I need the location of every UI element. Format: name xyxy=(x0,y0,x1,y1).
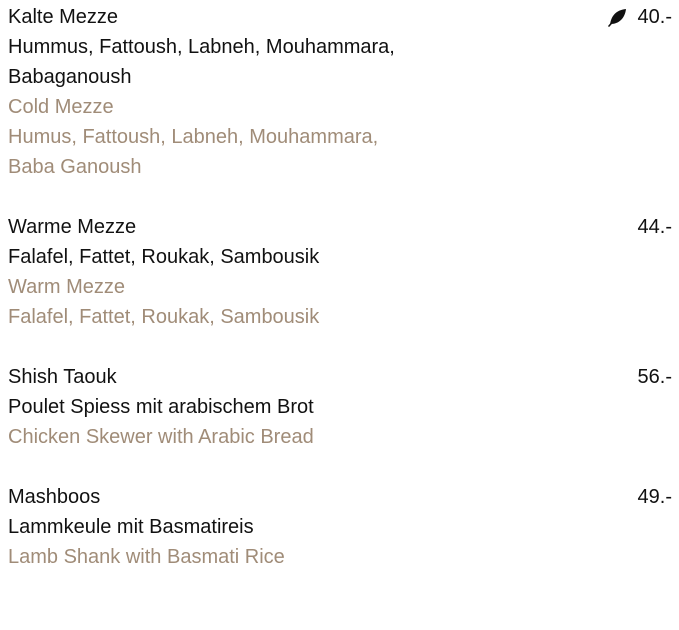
item-price: 49.- xyxy=(637,486,672,508)
item-price: 44.- xyxy=(637,216,672,238)
price-area xyxy=(606,2,672,32)
item-title-en: Warm Mezze xyxy=(8,276,126,298)
item-description-de: Falafel, Fattet, Roukak, Sambousik xyxy=(8,246,320,268)
item-price: 56.- xyxy=(637,366,672,388)
leaf-icon xyxy=(606,6,628,28)
item-description-de: Babaganoush xyxy=(8,66,132,88)
item-description-de: Poulet Spiess mit arabischem Brot xyxy=(8,396,314,418)
item-description-en: Lamb Shank with Basmati Rice xyxy=(8,546,285,568)
item-description-en: Falafel, Fattet, Roukak, Sambousik xyxy=(8,306,320,328)
menu-item-warme-mezze xyxy=(8,212,672,332)
price-area xyxy=(638,482,672,512)
item-title: Kalte Mezze xyxy=(8,6,119,28)
menu xyxy=(8,2,672,602)
item-description-de: Lammkeule mit Basmatireis xyxy=(8,516,254,538)
item-description-en: Baba Ganoush xyxy=(8,156,142,178)
menu-item-kalte-mezze xyxy=(8,2,672,182)
menu-item-shish-taouk xyxy=(8,362,672,452)
item-title: Shish Taouk xyxy=(8,366,117,388)
item-title: Warme Mezze xyxy=(8,216,137,238)
price-area xyxy=(638,362,672,392)
item-price: 40.- xyxy=(637,6,672,28)
item-description-de: Hummus, Fattoush, Labneh, Mouhammara, xyxy=(8,36,395,58)
item-title: Mashboos xyxy=(8,486,101,508)
menu-item-mashboos xyxy=(8,482,672,572)
price-area xyxy=(638,212,672,242)
item-description-en: Humus, Fattoush, Labneh, Mouhammara, xyxy=(8,126,379,148)
item-title-en: Cold Mezze xyxy=(8,96,114,118)
item-description-en: Chicken Skewer with Arabic Bread xyxy=(8,426,314,448)
